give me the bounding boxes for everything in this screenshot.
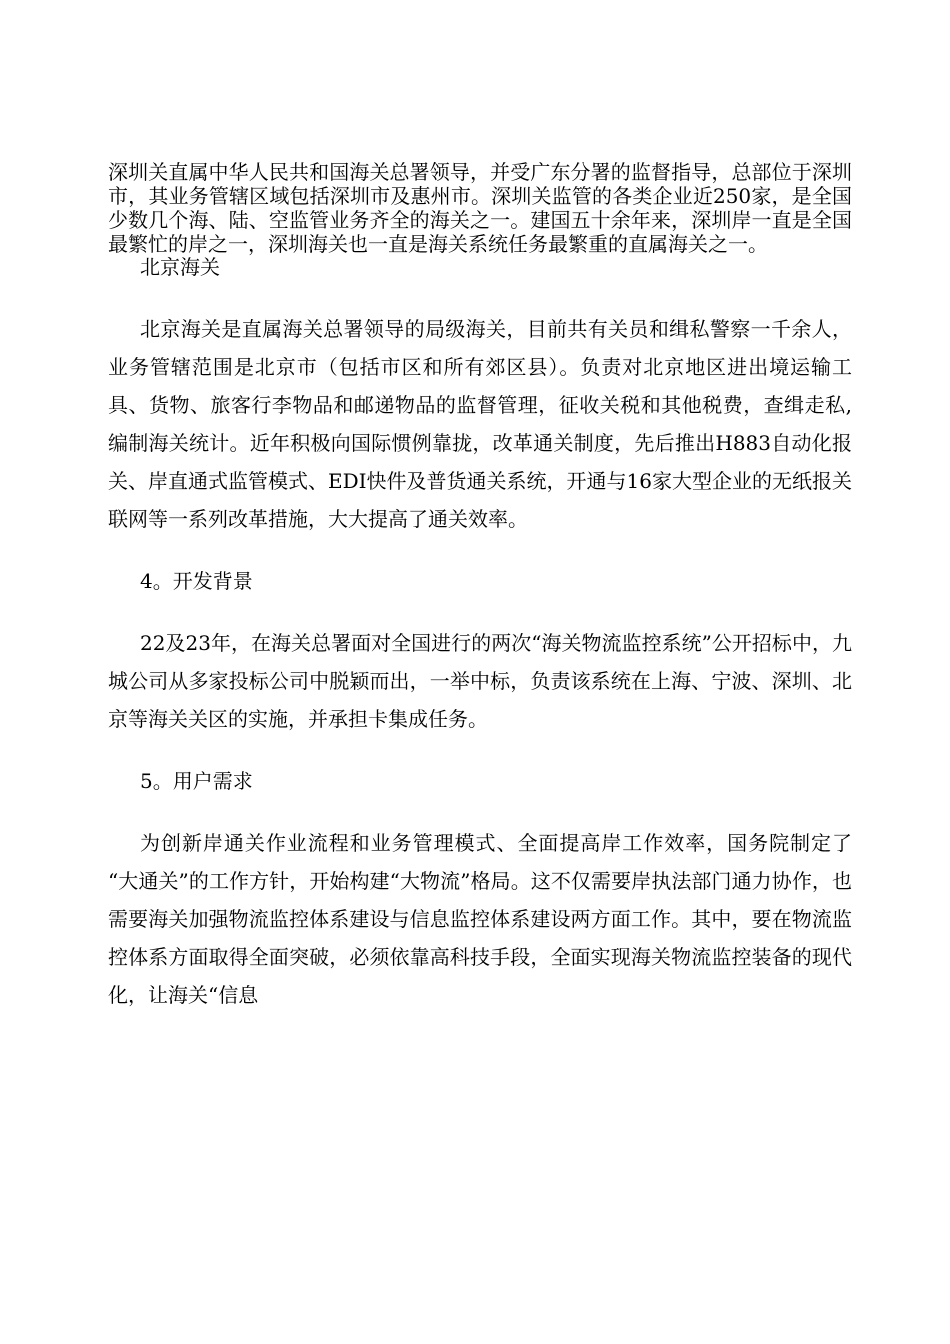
- section-paragraph-beijing-customs: 北京海关是直属海关总署领导的局级海关，目前共有关员和缉私警察一千余人，业务管辖范围是北京市（包括市区和所有郊区县）。负责对北京地区进出境运输工具、货物、旅客行李物品和邮递物品的监督管理，征收关税和其他税费，查缉走私,编制海关统计。近年积极向国际惯例靠拢，改革通关制度，先后推出H883自动化报关、岸直通式监管模式、EDI快件及普货通关系统，开通与16家大型企业的无纸报关联网等一系列改革措施，大大提高了通关效率。: [108, 317, 852, 531]
- section-heading-beijing-customs: 北京海关: [140, 255, 220, 279]
- section-paragraph-user-requirements: 为创新岸通关作业流程和业务管理模式、全面提高岸工作效率，国务院制定了 “大通关”的工作方针，开始构建“大物流”格局。这不仅需要岸执法部门通力协作，也需要海关加强物流监控体系建设与信息监控体系建设两方面工作。其中，要在物流监控体系方面取得全面突破，必须依靠高科技手段，全面实现海关物流监控装备的现代化，让海关“信息: [108, 831, 852, 1007]
- section-paragraph-development-background: 22及23年，在海关总署面对全国进行的两次“海关物流监控系统”公开招标中，九城公司从多家投标公司中脱颖而出，一举中标，负责该系统在上海、宁波、深圳、北京等海关关区的实施，并承担卡集成任务。: [108, 631, 852, 731]
- section-heading-development-background: 4。开发背景: [140, 569, 253, 593]
- section-heading-user-requirements: 5。用户需求: [140, 769, 253, 793]
- intro-paragraph: 深圳关直属中华人民共和国海关总署领导，并受广东分署的监督指导，总部位于深圳市，其业务管辖区域包括深圳市及惠州市。深圳关监管的各类企业近250家，是全国少数几个海、陆、空监管业务齐全的海关之一。建国五十余年来，深圳岸一直是全国最繁忙的岸之一，深圳海关也一直是海关系统任务最繁重的直属海关之一。: [108, 160, 852, 256]
- document-body: [108, 248, 852, 1038]
